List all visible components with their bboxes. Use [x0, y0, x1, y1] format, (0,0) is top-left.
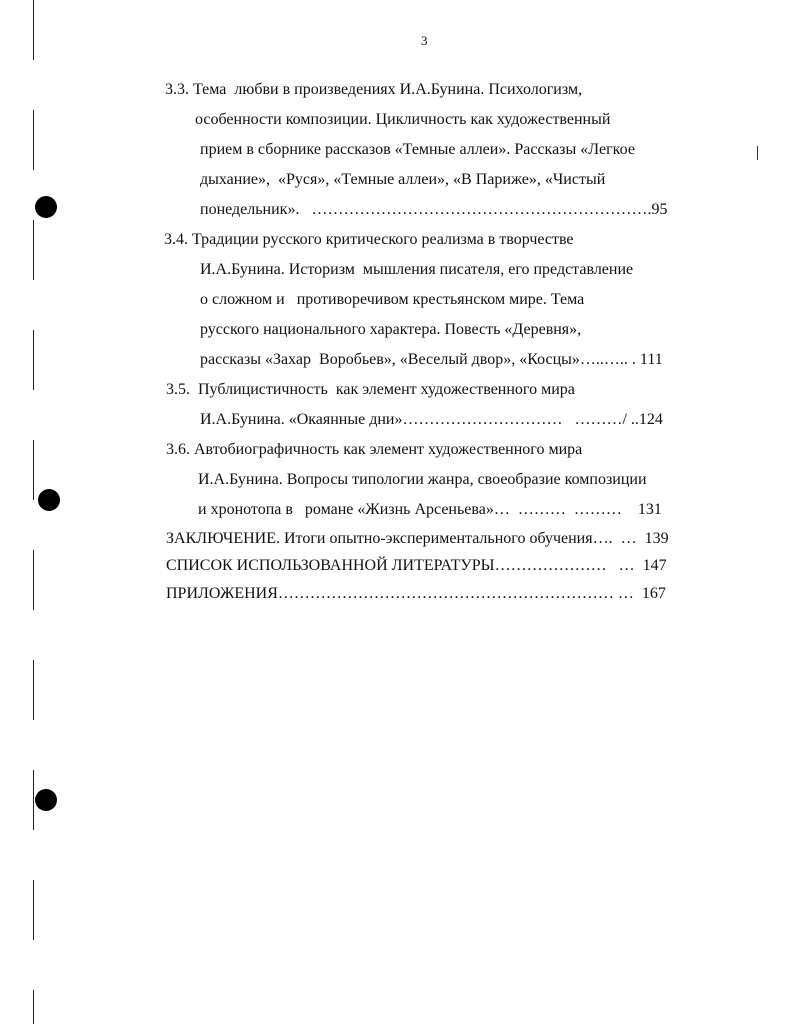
- toc-entry-3-3-line-2: особенности композиции. Цикличность как художественный: [195, 111, 611, 128]
- toc-entry-bibliography: СПИСОК ИСПОЛЬЗОВАННОЙ ЛИТЕРАТУРЫ………………… … 147: [166, 557, 667, 574]
- toc-entry-3-4-line-4: русского национального характера. Повесть «Деревня»,: [200, 321, 582, 338]
- toc-entry-3-5-line-2: И.А.Бунина. «Окаянные дни»………………………… ………/ ..124: [200, 411, 663, 428]
- toc-entry-3-3-line-4: дыхание», «Руся», «Темные аллеи», «В Париже», «Чистый: [200, 171, 606, 188]
- toc-entry-3-3-line-3: прием в сборнике рассказов «Темные аллеи». Рассказы «Легкое: [200, 141, 635, 158]
- punch-hole-bottom: [35, 789, 57, 811]
- toc-entry-3-3-line-1: 3.3. Тема любви в произведениях И.А.Бунина. Психологизм,: [165, 81, 583, 98]
- toc-entry-3-4-line-1: 3.4. Традиции русского критического реализма в творчестве: [164, 231, 574, 248]
- toc-entry-3-6-line-1: 3.6. Автобиографичность как элемент художественного мира: [166, 441, 583, 458]
- toc-entry-3-4-line-3: о сложном и противоречивом крестьянском мире. Тема: [200, 291, 585, 308]
- toc-entry-3-6-line-2: И.А.Бунина. Вопросы типологии жанра, своеобразие композиции: [198, 471, 647, 488]
- margin-tick-mark: [757, 146, 758, 160]
- toc-entry-appendices: ПРИЛОЖЕНИЯ……………………………………………………… … 167: [166, 585, 666, 602]
- punch-hole-middle: [38, 489, 60, 511]
- toc-entry-3-4-line-2: И.А.Бунина. Историзм мышления писателя, его представление: [200, 261, 634, 278]
- toc-entry-3-3-line-5: понедельник». ……………………………………………………….95: [200, 201, 668, 218]
- toc-entry-conclusion: ЗАКЛЮЧЕНИЕ. Итоги опытно-экспериментального обучения…. … 139: [166, 530, 669, 547]
- punch-hole-top: [35, 196, 57, 218]
- toc-entry-3-5-line-1: 3.5. Публицистичность как элемент художественного мира: [166, 381, 575, 398]
- page-number: 3: [421, 33, 428, 48]
- toc-entry-3-4-line-5: рассказы «Захар Воробьев», «Веселый двор», «Косцы»…..….. . 111: [200, 351, 663, 368]
- toc-entry-3-6-line-3: и хронотопа в романе «Жизнь Арсеньева»… ……… ……… 131: [198, 501, 662, 518]
- scan-edge-line: [33, 0, 34, 1024]
